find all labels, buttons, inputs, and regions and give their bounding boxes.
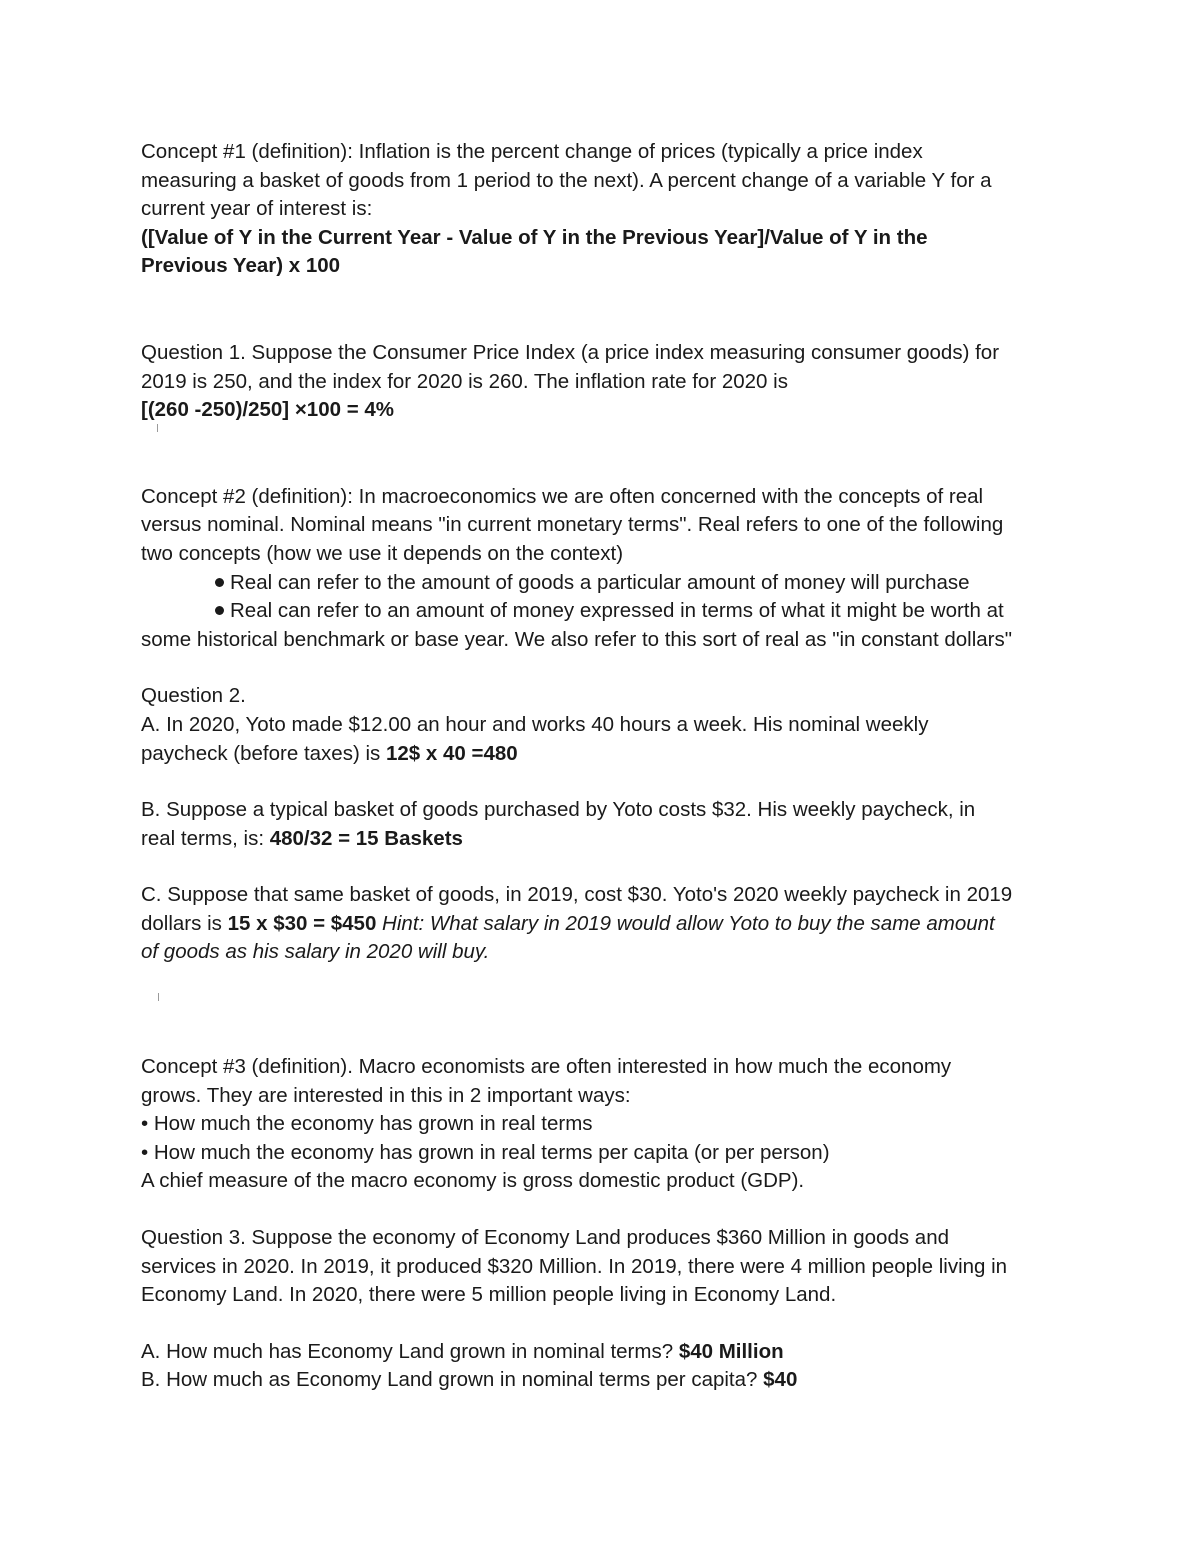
question-2b-answer: 480/32 = 15 Baskets — [269, 826, 463, 850]
question-3-block — [141, 1224, 1071, 1395]
question-3-line: Question 3. Suppose the economy of Economy Land produces $360 Million in goods and — [141, 1226, 949, 1250]
question-2a-answer: 12$ x 40 =480 — [385, 741, 518, 765]
question-3a-answer: $40 Million — [678, 1339, 784, 1363]
concept-2-line: two concepts (how we use it depends on the context) — [141, 541, 624, 565]
stray-mark — [158, 993, 159, 1001]
question-2c-text: dollars is — [141, 911, 228, 935]
question-2c-hint: of goods as his salary in 2020 will buy. — [141, 940, 490, 964]
concept-1-line: measuring a basket of goods from 1 period to the next). A percent change of a variable Y for a — [141, 168, 992, 192]
question-2a-text: paycheck (before taxes) is — [141, 741, 386, 765]
bullet-text: Real can refer to an amount of money expressed in terms of what it might be worth at — [230, 599, 1004, 623]
question-3b-text: B. How much as Economy Land grown in nominal terms per capita? — [141, 1368, 764, 1392]
concept-2-bullet — [141, 569, 1071, 598]
question-2-block — [141, 682, 1071, 967]
concept-1-line: Concept #1 (definition): Inflation is the percent change of prices (typically a price index — [141, 140, 923, 163]
question-2c-line: C. Suppose that same basket of goods, in 2019, cost $30. Yoto's 2020 weekly paycheck in 2019 — [141, 883, 1013, 907]
stray-mark — [157, 424, 158, 432]
concept-3-line: grows. They are interested in this in 2 important ways: — [141, 1083, 631, 1107]
question-1-block — [141, 339, 1071, 425]
question-1-line: Question 1. Suppose the Consumer Price Index (a price index measuring consumer goods) for — [141, 340, 1000, 364]
question-2b-text: real terms, is: — [141, 826, 270, 850]
concept-2-line: versus nominal. Nominal means "in current monetary terms". Real refers to one of the following — [141, 513, 1004, 537]
question-2c-hint: Hint: What salary in 2019 would allow Yoto to buy the same amount — [376, 911, 995, 935]
bullet-text: Real can refer to the amount of goods a particular amount of money will purchase — [230, 570, 970, 594]
concept-2-bullet-continuation: some historical benchmark or base year. We also refer to this sort of real as "in constant dollars" — [141, 627, 1013, 651]
concept-3-line: Concept #3 (definition). Macro economists are often interested in how much the economy — [141, 1055, 952, 1079]
concept-2-line: Concept #2 (definition): In macroeconomics we are often concerned with the concepts of real — [141, 484, 984, 508]
concept-3-bullet: • How much the economy has grown in real terms per capita (or per person) — [141, 1140, 830, 1164]
question-3a-text: A. How much has Economy Land grown in nominal terms? — [141, 1339, 679, 1363]
concept-1-formula: Previous Year) x 100 — [141, 254, 341, 278]
question-3-line: services in 2020. In 2019, it produced $320 Million. In 2019, there were 4 million people living in — [141, 1254, 1008, 1278]
question-2c-line — [141, 910, 1071, 939]
concept-2-block — [141, 483, 1071, 655]
question-2a-line — [141, 740, 1071, 769]
bullet-icon — [215, 606, 224, 615]
document-page — [141, 138, 1071, 1395]
concept-3-line: A chief measure of the macro economy is gross domestic product (GDP). — [141, 1169, 805, 1193]
question-3b-answer: $40 — [763, 1368, 798, 1392]
question-3a-line — [141, 1338, 1071, 1367]
question-1-line: 2019 is 250, and the index for 2020 is 260. The inflation rate for 2020 is — [141, 369, 788, 393]
question-2c-answer: 15 x $30 = $450 — [227, 911, 377, 935]
concept-1-block — [141, 138, 1071, 281]
question-3b-line — [141, 1366, 1071, 1395]
concept-1-line: current year of interest is: — [141, 197, 373, 221]
concept-1-formula: ([Value of Y in the Current Year - Value of Y in the Previous Year]/Value of Y in the — [141, 225, 928, 249]
concept-3-block — [141, 1053, 1071, 1196]
concept-3-bullet: • How much the economy has grown in real terms — [141, 1112, 593, 1136]
bullet-icon — [215, 578, 224, 587]
question-2b-line: B. Suppose a typical basket of goods purchased by Yoto costs $32. His weekly paycheck, in — [141, 798, 976, 822]
question-2-title: Question 2. — [141, 684, 246, 708]
question-3-line: Economy Land. In 2020, there were 5 million people living in Economy Land. — [141, 1283, 837, 1307]
question-2a-line: A. In 2020, Yoto made $12.00 an hour and works 40 hours a week. His nominal weekly — [141, 712, 929, 736]
concept-2-bullet — [141, 597, 1071, 626]
question-2b-line — [141, 825, 1071, 854]
question-1-answer: [(260 -250)/250] ×100 = 4% — [141, 398, 394, 422]
